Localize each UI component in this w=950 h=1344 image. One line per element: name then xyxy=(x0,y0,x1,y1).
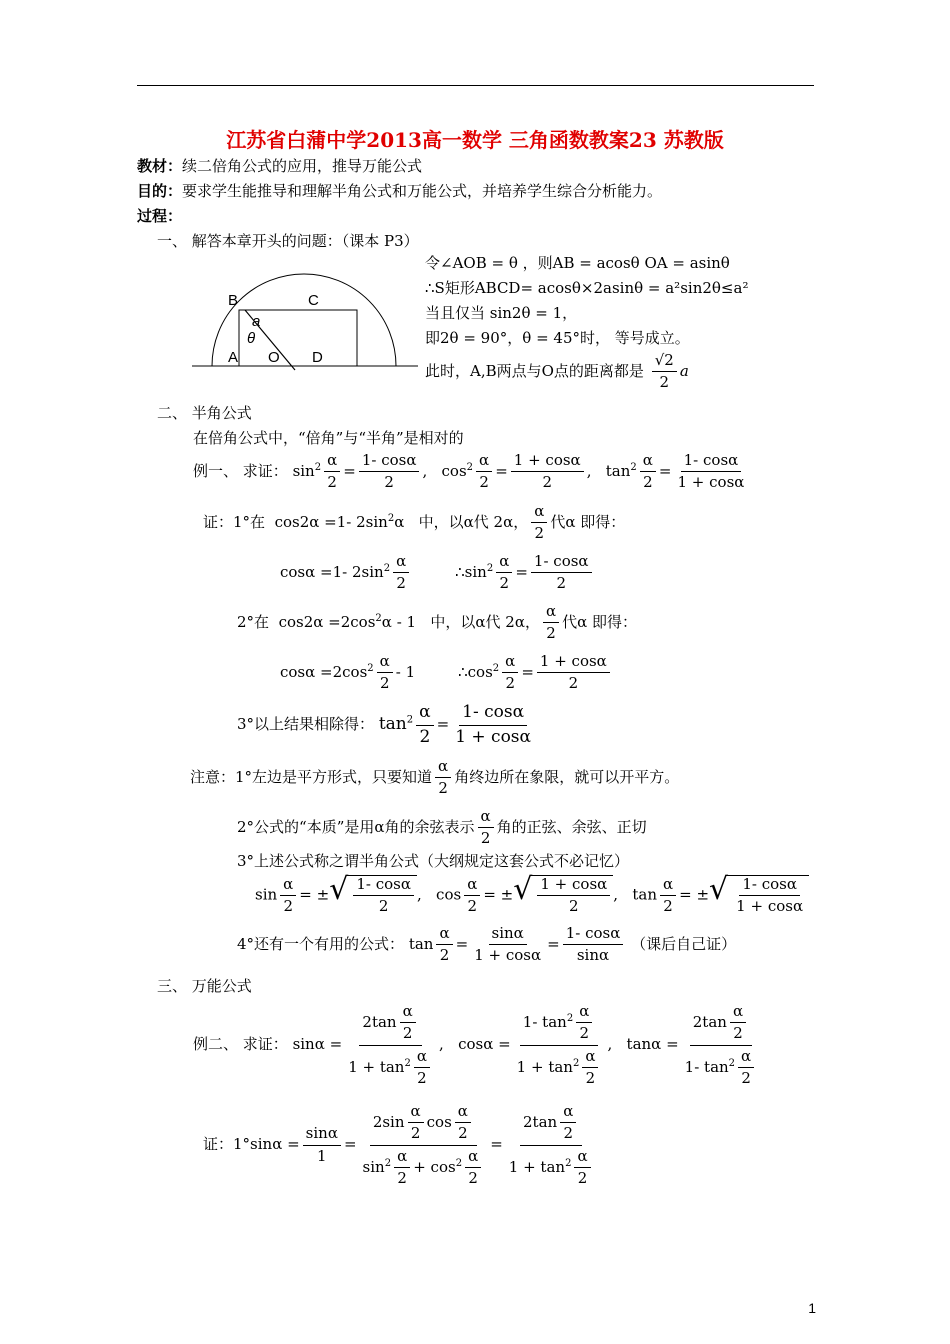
page-number: 1 xyxy=(808,1300,816,1316)
semicircle-arc xyxy=(212,274,396,366)
label-c: C xyxy=(308,292,319,309)
header-rule xyxy=(137,85,814,86)
section1-heading: 一、 解答本章开头的问题：（课本 P3） xyxy=(157,232,419,250)
sec1-line4: 即2θ = 90°，θ = 45°时， 等号成立。 xyxy=(425,329,690,347)
section3-heading: 三、 万能公式 xyxy=(157,977,252,995)
sec1-line2: ∴S矩形ABCD= acosθ×2asinθ = a²sin2θ≤a² xyxy=(425,279,749,297)
semicircle-diagram xyxy=(190,270,420,380)
note3: 3°上述公式称之谓半角公式（大纲规定这套公式不必记忆） xyxy=(237,852,630,870)
note4: 4°还有一个有用的公式： tan $\frac{\alpha}{2}$ = $\frac{\sin\alpha}{1 + \cos\alpha}$ = $\frac{1- \cos\alpha}{\sin\alpha}$ （课后自己证） xyxy=(237,924,737,965)
example1: 例一、 求证： $\sin^2$ $\frac{\alpha}{2}$ = $\frac{1- \cos\alpha}{2}$ , $\cos^2$ $\frac{\alpha}{2}$ = $\frac{1 + \cos\alpha}{2}$ , $\tan^2$ $\frac{\alpha}{2}$ = $\frac{1- \cos\alpha}{1 + \cos\alpha}$ xyxy=(193,451,745,492)
sec1-line5: 此时，A,B两点与O点的距离都是 $\frac{√2}{2}$ a xyxy=(425,351,689,392)
label-b: B xyxy=(228,292,239,309)
proof2: 2°在 $\cos 2\alpha =2\cos^2\alpha - 1$ 中，以α代 2α， $\frac{\alpha}{2}$ 代α 即得： xyxy=(237,602,638,643)
material-line: 教材：续二倍角公式的应用，推导万能公式 xyxy=(137,157,423,175)
proof2-result: $\cos\alpha =2\cos^2$ $\frac{\alpha}{2}$ - 1 $\therefore\cos^2$ $\frac{\alpha}{2}$ = $\frac{1 + \cos\alpha}{2}$ xyxy=(280,653,613,693)
document-title: 江苏省白蒲中学2013高一数学 三角函数教案23 苏教版 xyxy=(226,128,724,152)
label-a-length: a xyxy=(252,313,261,330)
section2-heading: 二、 半角公式 xyxy=(157,404,252,422)
label-d: D xyxy=(312,349,323,366)
example2: 例二、 求证： sinα = 2tan $\frac{\alpha}{2}$ $1 + \tan^2$ $\frac{\alpha}{2}$ , cosα = 1- $\tan^2$ $\frac{\alpha}{2}$ $1 + \tan^2$ $\frac{\alpha}{2}$ , tanα = 2tan $\frac{\alpha}{2}$ 1- $\tan^2$ $\frac{\alpha}{2}$ xyxy=(193,1003,763,1087)
proof1: 证：1°在 cos2α =1- $2\sin^2\alpha$ 中，以α代 2α， $\frac{\alpha}{2}$ 代α 即得： xyxy=(203,502,626,543)
label-theta: θ xyxy=(247,330,256,347)
sec1-line1: 令∠AOB = θ ，则AB = acosθ OA = asinθ xyxy=(425,254,730,272)
half-angle-formulas: sin $\frac{\alpha}{2}$ = ± √ $\frac{1- \cos\alpha}{2}$ , cos $\frac{\alpha}{2}$ = ± √ $\frac{1 + \cos\alpha}{2}$ , tan $\frac{\alpha}{2}$ = ± √ $\frac{1- \cos\alpha}{1 + \cos\alpha}$ xyxy=(255,875,809,916)
note2: 2°公式的“本质”是用α角的余弦表示 $\frac{\alpha}{2}$ 角的正弦、余弦、正切 xyxy=(237,807,647,848)
sec2-intro: 在倍角公式中，“倍角”与“半角”是相对的 xyxy=(193,429,464,447)
proof1-result: cosα =1- $2\sin^2$ $\frac{\alpha}{2}$ $\therefore\sin^2$ $\frac{\alpha}{2}$ = $\frac{1- \cos\alpha}{2}$ xyxy=(280,553,595,593)
sec1-line3: 当且仅当 sin2θ = 1， xyxy=(425,304,578,322)
goal-line: 目的：要求学生能推导和理解半角公式和万能公式，并培养学生综合分析能力。 xyxy=(137,182,663,200)
label-o: O xyxy=(268,349,280,366)
note1: 注意：1°左边是平方形式，只要知道 $\frac{\alpha}{2}$ 角终边所在象限，就可以开平方。 xyxy=(190,757,680,798)
process-label: 过程： xyxy=(137,207,183,225)
proof3: 3°以上结果相除得： $\tan^2$ $\frac{\alpha}{2}$ = $\frac{1- \cos\alpha}{1 + \cos\alpha}$ xyxy=(237,702,532,747)
proof-universal: 证：1°sinα = $\frac{\sin\alpha}{1}$ = 2sin $\frac{\alpha}{2}$ cos $\frac{\alpha}{2}$ $\sin^2$ $\frac{\alpha}{2}$ + $\cos^2$ $\frac{\alpha}{2}$ = 2tan $\frac{\alpha}{2}$ $1 + \tan^2$ $\frac{\alpha}{2}$ xyxy=(203,1103,600,1187)
label-a: A xyxy=(228,349,239,366)
